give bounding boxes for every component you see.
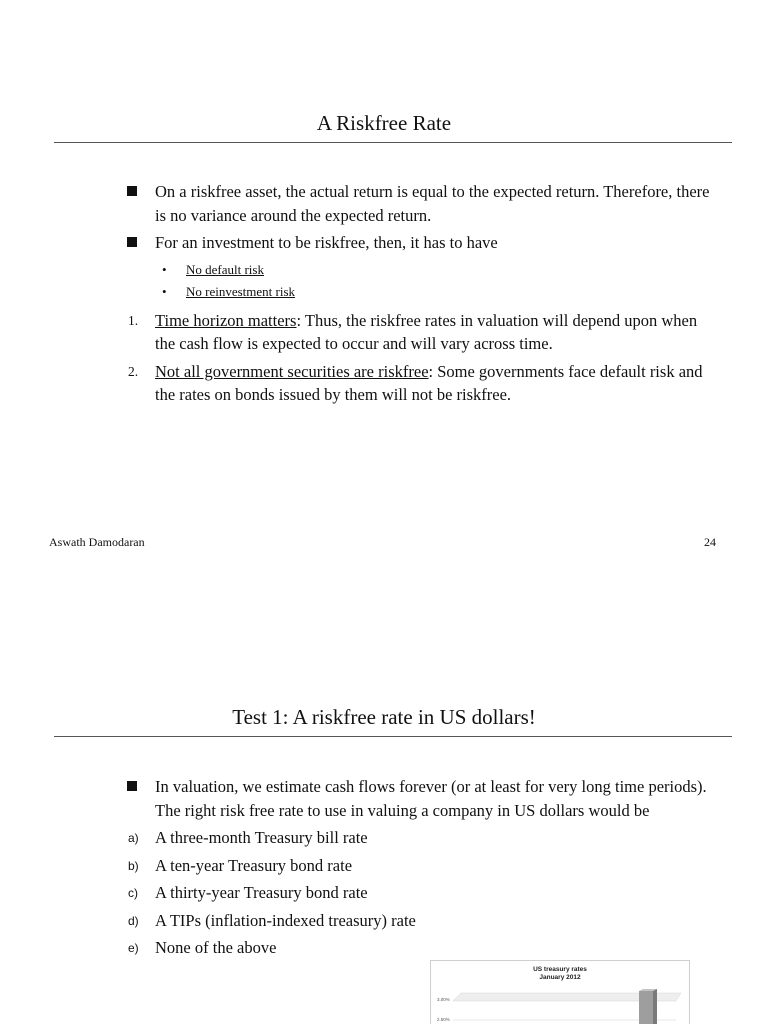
bar-mark xyxy=(639,991,653,1024)
option-text: A ten-year Treasury bond rate xyxy=(155,855,353,875)
sub-bullet-text: No default risk xyxy=(186,261,264,277)
option-text: A TIPs (inflation-indexed treasury) rate xyxy=(155,910,416,930)
numbered-item xyxy=(0,360,710,407)
slide-1-content xyxy=(0,180,768,411)
option-item-a xyxy=(0,826,710,850)
bullet-text: On a riskfree asset, the actual return is equal to the expected return. Therefore, there is no variance around the expected return. xyxy=(155,182,710,225)
option-item-c xyxy=(0,881,710,905)
numbered-item xyxy=(0,309,710,356)
option-text: A three-month Treasury bill rate xyxy=(155,828,368,847)
title-divider xyxy=(54,142,732,143)
slide-2 xyxy=(0,600,768,1024)
square-bullet-icon xyxy=(127,775,137,800)
numbered-text: : Some governments face default risk and the rates on bonds issued by them will not be riskfree. xyxy=(155,361,703,404)
option-item-d xyxy=(0,909,710,933)
bullet-item xyxy=(0,231,710,255)
y-tick-label: 3.00% xyxy=(437,997,450,1002)
dot-bullet-icon: • xyxy=(162,261,167,277)
option-letter: b) xyxy=(128,858,139,873)
bar-side-mark xyxy=(653,989,657,1024)
option-text: None of the above xyxy=(155,938,277,957)
list-number: 2. xyxy=(128,363,139,379)
numbered-lead: Not all government securities are riskfree xyxy=(155,361,429,381)
bullet-text: For an investment to be riskfree, then, it has to have xyxy=(155,233,498,252)
slide-1-title: A Riskfree Rate xyxy=(316,111,452,135)
bullet-text: In valuation, we estimate cash flows forever (or at least for very long time periods). The right risk free rate to use in valuing a company in US dollars would be xyxy=(155,777,707,820)
sub-bullet-item xyxy=(0,259,768,281)
title-divider xyxy=(54,736,732,737)
bullet-item xyxy=(0,775,710,822)
footer-author: Aswath Damodaran xyxy=(49,535,145,549)
slide-2-content xyxy=(0,775,768,964)
option-item-e xyxy=(0,936,710,960)
option-letter: a) xyxy=(128,831,139,845)
option-text: A thirty-year Treasury bond rate xyxy=(155,883,368,902)
square-bullet-icon xyxy=(127,231,137,256)
sub-bullet-item xyxy=(0,281,768,303)
chart-title-line-2: January 2012 xyxy=(539,974,581,981)
chart-plot-area xyxy=(431,961,689,1024)
option-letter: e) xyxy=(128,941,139,955)
numbered-lead: Time horizon matters xyxy=(155,310,297,330)
y-tick-label: 2.50% xyxy=(437,1017,450,1022)
dot-bullet-icon: • xyxy=(162,283,167,299)
square-bullet-icon xyxy=(127,180,137,205)
chart-title-line-1: US treasury rates xyxy=(533,966,587,973)
slide-2-title: Test 1: A riskfree rate in US dollars! xyxy=(232,705,536,729)
bullet-item xyxy=(0,180,710,227)
option-item-b xyxy=(0,854,710,878)
numbered-text: : Thus, the riskfree rates in valuation will depend upon when the cash flow is expected to occur and will vary across time. xyxy=(155,310,698,353)
option-letter: d) xyxy=(128,913,139,928)
list-number: 1. xyxy=(128,312,139,328)
treasury-rates-chart xyxy=(430,960,690,1024)
sub-bullet-text: No reinvestment risk xyxy=(186,283,296,299)
page-number: 24 xyxy=(704,535,716,549)
option-letter: c) xyxy=(128,886,138,900)
